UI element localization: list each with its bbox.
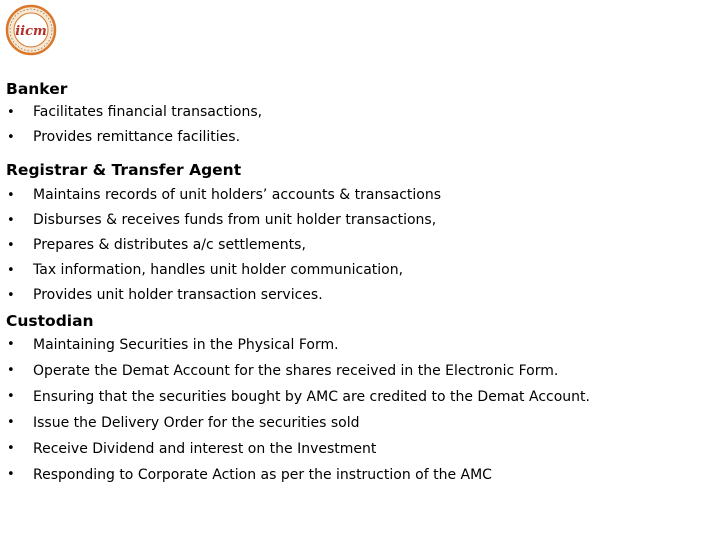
list-item: • Tax information, handles unit holder communication, (6, 258, 721, 283)
heading-custodian: Custodian (6, 312, 94, 330)
slide-content (6, 78, 721, 488)
list-item: • Receive Dividend and interest on the Investment (6, 436, 721, 462)
list-custodian (6, 332, 721, 488)
logo-text: iicm (15, 24, 47, 39)
list-item: • Ensuring that the securities bought by AMC are credited to the Demat Account. (6, 384, 721, 410)
list-banker (6, 100, 721, 150)
section-rta (6, 159, 721, 308)
iicm-logo (5, 4, 57, 56)
list-item: • Provides remittance facilities. (6, 125, 721, 150)
list-item: • Facilitates financial transactions, (6, 100, 721, 125)
list-item: • Maintaining Securities in the Physical Form. (6, 332, 721, 358)
list-item: • Provides unit holder transaction services. (6, 283, 721, 308)
list-item: • Disburses & receives funds from unit holder transactions, (6, 208, 721, 233)
list-rta (6, 183, 721, 308)
list-item: • Issue the Delivery Order for the securities sold (6, 410, 721, 436)
list-item: • Maintains records of unit holders’ accounts & transactions (6, 183, 721, 208)
section-custodian (6, 310, 721, 488)
list-item: • Prepares & distributes a/c settlements, (6, 233, 721, 258)
heading-rta: Registrar & Transfer Agent (6, 161, 242, 179)
section-banker (6, 78, 721, 150)
heading-banker: Banker (6, 80, 68, 98)
iicm-logo-icon (5, 4, 57, 56)
list-item: • Operate the Demat Account for the shares received in the Electronic Form. (6, 358, 721, 384)
list-item: • Responding to Corporate Action as per the instruction of the AMC (6, 462, 721, 488)
